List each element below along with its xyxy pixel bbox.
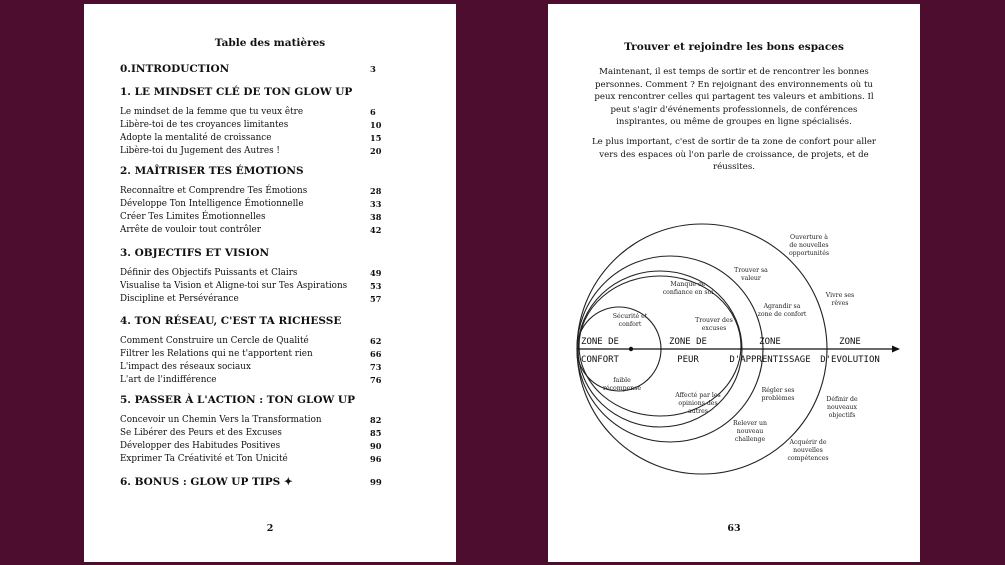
toc-entry-page: 53 [370,281,382,291]
toc-section-title: 0.INTRODUCTION [120,63,230,75]
toc-entry-label: L'impact des réseaux sociaux [120,362,251,372]
toc-entry-page: 28 [370,186,382,196]
paragraph-line: Le plus important, c'est de sortir de ta zone de confort pour aller [591,137,877,147]
diagram-label-learn-bottom-1: Régler ses problèmes [761,387,795,402]
toc-entry[interactable] [120,441,420,451]
paragraph-line: Maintenant, il est temps de sortir et de rencontrer les bonnes [599,67,869,77]
zone-label: ZONE DE CONFORT [581,337,619,365]
zone-label: ZONE D'EVOLUTION [820,337,880,365]
toc-entry-label: Reconnaître et Comprendre Tes Émotions [120,186,308,196]
toc-entry-page: 82 [370,415,382,425]
diagram-label-learn-bottom-2: Relever un nouveau challenge [732,420,768,443]
toc-section-title: 2. MAÎTRISER TES ÉMOTIONS [120,165,304,177]
paragraph-line: vers des espaces où l'on parle de croissance, de projets, et de [599,149,869,160]
diagram-label-fear-bottom: Affecté par les opinions des autres [675,392,721,415]
paragraph-line: peut s'agir d'événements professionnels, de conférences [610,104,858,115]
toc-entry-label: Développer des Habitudes Positives [120,441,281,451]
toc-entry[interactable] [120,415,420,425]
toc-entry-page: 90 [370,441,382,451]
toc-entry-page: 85 [370,428,382,438]
paragraph-1 [584,66,884,129]
diagram-label-learn-top-2: Agrandir sa zone de confort [757,303,807,318]
toc-entry[interactable] [120,107,420,117]
toc-section-heading [120,86,420,98]
toc-entry-label: Créer Tes Limites Émotionnelles [120,212,266,222]
diagram-label-comfort-top: Sécurité et confort [612,313,648,328]
diagram-label-evo-bottom-2: Acquérir de nouvelles compétences [787,439,829,462]
zone-label: ZONE DE PEUR [669,337,707,365]
toc-entry-label: Exprimer Ta Créativité et Ton Unicité [120,454,288,464]
toc-entry[interactable] [120,268,420,278]
comfort-zone-diagram [548,184,920,484]
toc-entry[interactable] [120,146,420,156]
toc-entry-label: Arrête de vouloir tout contrôler [120,225,261,235]
diagram-label-evo-bottom-1: Définir de nouveaux objectifs [826,396,858,419]
toc-entry[interactable] [120,349,420,359]
toc-entry-label: Libère-toi du Jugement des Autres ! [120,146,280,156]
toc-entry-label: Comment Construire un Cercle de Qualité [120,336,309,346]
toc-entry-label: Concevoir un Chemin Vers la Transformation [120,415,322,425]
toc-section-heading [120,394,420,406]
toc-entry[interactable] [120,294,420,304]
toc-section-heading [120,315,420,327]
toc-entry-page: 10 [370,120,382,130]
diagram-label-comfort-bottom: faible récompense [602,377,642,392]
toc-entry[interactable] [120,281,420,291]
toc-entry-page: 57 [370,294,382,304]
toc-section-heading [120,63,420,75]
toc-entry-page: 6 [370,107,376,117]
toc-entry[interactable] [120,120,420,130]
toc-entry[interactable] [120,199,420,209]
toc-entry-label: L'art de l'indifférence [120,375,217,385]
toc-entry-page: 49 [370,268,382,278]
toc-entry-page: 42 [370,225,382,235]
toc-section-title: 5. PASSER À L'ACTION : TON GLOW UP [120,394,355,406]
zone-label: ZONE D'APPRENTISSAGE [729,337,811,365]
right-page-title: Trouver et rejoindre les bons espaces [624,41,844,53]
arrow-dot [629,347,633,351]
toc-entry[interactable] [120,212,420,222]
toc-title: Table des matières [214,37,326,49]
paragraph-line: peux rencontrer celles qui partagent tes valeurs et ambitions. Il [594,92,874,103]
diagram-label-fear-top-1: Manque de confiance en soi [662,281,714,296]
toc-entry-label: Le mindset de la femme que tu veux être [120,107,304,117]
toc-entry[interactable] [120,133,420,143]
toc-entry[interactable] [120,454,420,464]
paragraph-line: réussites. [713,162,755,173]
diagram-label-fear-top-2: Trouver des excuses [695,317,733,332]
toc-entry[interactable] [120,336,420,346]
toc-entry-label: Discipline et Persévérance [120,294,239,304]
paragraph-2 [584,136,884,174]
toc-section-title: 6. BONUS : GLOW UP TIPS ✦ [120,476,293,488]
toc-section-page: 3 [370,65,376,75]
toc-entry-page: 76 [370,375,382,385]
toc-entry-page: 96 [370,454,382,464]
toc-section-heading [120,476,420,488]
toc-entry-label: Libère-toi de tes croyances limitantes [120,120,289,130]
toc-section-title: 3. OBJECTIFS ET VISION [120,247,270,259]
toc-entry-label: Filtrer les Relations qui ne t'apportent rien [120,349,313,359]
left-page [84,4,456,562]
toc-entry[interactable] [120,186,420,196]
toc-section-title: 4. TON RÉSEAU, C'EST TA RICHESSE [120,315,342,327]
toc-entry-page: 62 [370,336,382,346]
right-page-number: 63 [727,523,741,534]
toc-entry-label: Se Libérer des Peurs et des Excuses [120,428,282,438]
diagram-label-evo-top-1: Ouverture à de nouvelles opportunités [788,234,830,257]
diagram-label-evo-top-2: Vivre ses rêves [825,292,855,307]
toc-entry[interactable] [120,362,420,372]
paragraph-line: inspirantes, ou même de groupes en ligne spécialisés. [616,117,852,128]
paragraph-line: personnes. Comment ? En rejoignant des environnements où tu [595,79,873,90]
toc-entry-page: 20 [370,146,382,156]
toc-entry[interactable] [120,375,420,385]
toc-section-heading [120,247,420,259]
toc-section-heading [120,165,420,177]
toc-entry[interactable] [120,428,420,438]
toc-entry[interactable] [120,225,420,235]
toc-section-title: 1. LE MINDSET CLÉ DE TON GLOW UP [120,86,353,98]
toc-entry-page: 38 [370,212,382,222]
diagram-label-learn-top-1: Trouver sa valeur [734,267,768,282]
arrow-head [892,346,900,353]
toc-entry-page: 33 [370,199,382,209]
right-page [548,4,920,562]
toc-entry-label: Visualise ta Vision et Aligne-toi sur Tes Aspirations [120,281,348,291]
left-page-number: 2 [266,523,274,534]
toc-entry-label: Développe Ton Intelligence Émotionnelle [120,199,304,209]
toc-entry-label: Adopte la mentalité de croissance [120,133,272,143]
toc-entry-label: Définir des Objectifs Puissants et Clairs [120,268,298,278]
toc-entry-page: 15 [370,133,382,143]
toc-entry-page: 73 [370,362,382,372]
toc-entry-page: 66 [370,349,382,359]
toc-section-page: 99 [370,478,382,488]
